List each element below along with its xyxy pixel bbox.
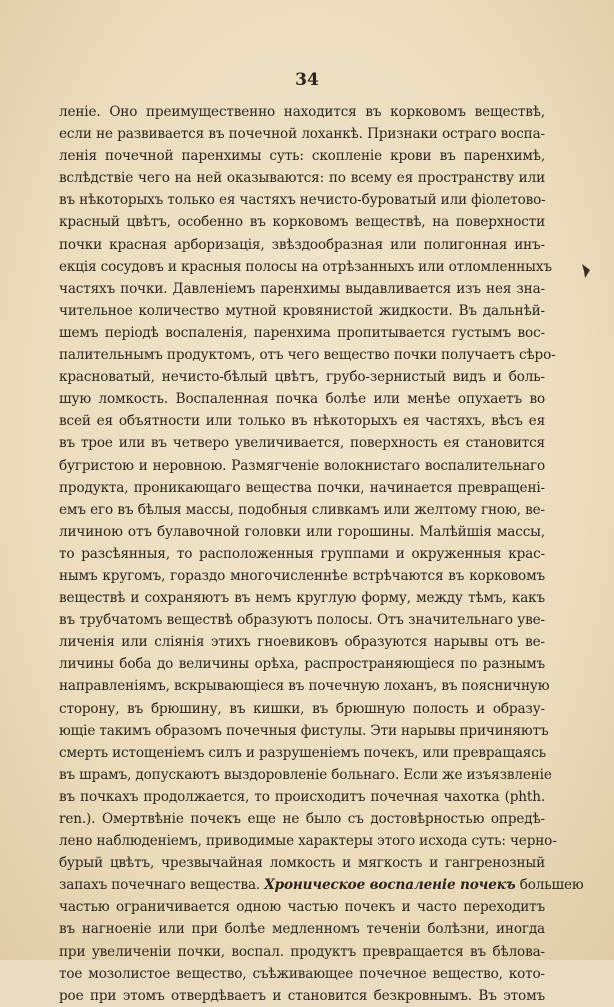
- text-line: шемъ періодѣ воспаленія, паренхима пропитывается густымъ вос-: [59, 324, 545, 341]
- text-line: красный цвѣтъ, особенно въ корковомъ веществѣ, на поверхности: [59, 214, 545, 231]
- text-line: леніе. Оно преимущественно находится въ корковомъ веществѣ,: [59, 104, 545, 120]
- page-number: 34: [295, 70, 319, 90]
- text-line: въ трубчатомъ веществѣ образуютъ полосы. Отъ значительнаго уве-: [59, 612, 545, 629]
- text-line: нымъ кругомъ, гораздо многочисленнѣе встрѣчаются въ корковомъ: [59, 567, 545, 584]
- text-line: ren.). Омертвѣніе почекъ еще не было съ достовѣрностью опредѣ-: [59, 811, 545, 827]
- text-line: емъ его въ бѣлыя массы, подобныя сливкамъ или желтому гною, ве-: [59, 501, 545, 518]
- text-line: то разсѣянныя, то расположенныя группами и окруженныя крас-: [59, 545, 545, 562]
- text-line: въ нѣкоторыхъ только ея частяхъ нечисто-буроватый или фіолетово-: [59, 192, 546, 209]
- text-line: чительное количество мутной кровянистой жидкости. Въ дальнѣй-: [59, 302, 545, 319]
- text-line: въ шрамъ, допускаютъ выздоровленіе больнаго. Если же изъязвленіе: [59, 766, 552, 783]
- text-line: въ нагноеніе или при болѣе медленномъ теченіи болѣзни, иногда: [59, 921, 545, 938]
- text-line: тое мозолистое вещество, съѣживающее почечное вещество, кото-: [59, 965, 545, 982]
- text-line: лено наблюденіемъ, приводимые характеры этого исхода суть: черно-: [59, 833, 557, 850]
- text-line: частью ограничивается одною частью почекъ и часто переходитъ: [59, 899, 545, 916]
- text-line: вслѣдствіе чего на ней оказываются: по всему ея пространству или: [59, 170, 545, 187]
- text-line: въ трое или въ четверо увеличивается, поверхность ея становится: [59, 435, 545, 452]
- text-line: веществѣ и сохраняютъ въ немъ круглую форму, между тѣмъ, какъ: [59, 590, 545, 607]
- text-line: ленія почечной паренхимы суть: скопленіе крови въ паренхимѣ,: [59, 148, 545, 165]
- text-segment: запахъ почечнаго вещества.: [59, 877, 261, 894]
- text-line: личиною отъ булавочной головки или горошины. Малѣйшія массы,: [59, 523, 545, 540]
- text-line: направленіямъ, вскрывающіеся въ почечную лоханъ, въ поясничную: [59, 678, 550, 695]
- text-line-mixed: [59, 874, 584, 896]
- italic-heading: Хроническое воспаленіе почекъ: [264, 877, 516, 894]
- text-line: рое при этомъ отвердѣваетъ и становится безкровнымъ. Въ этомъ: [59, 987, 545, 1004]
- text-line: если не развивается въ почечной лоханкѣ. Признаки остраго воспа-: [59, 126, 545, 143]
- text-line: личины боба до величины орѣха, распространяющіеся по разнымъ: [59, 656, 545, 673]
- text-line: продукта, проникающаго вещества почки, начинается превращені-: [59, 479, 545, 496]
- text-line: ющіе такимъ образомъ почечныя фистулы. Эти нарывы причиняютъ: [59, 722, 549, 739]
- text-line: частяхъ почки. Давленіемъ паренхимы выдавливается изъ нея зна-: [59, 280, 545, 297]
- text-line: бурый цвѣтъ, чрезвычайная ломкость и мягкость и гангренозный: [59, 855, 545, 872]
- text-line: сторону, въ брюшину, въ кишки, въ брюшную полость и образу-: [59, 700, 545, 717]
- text-line: палительнымъ продуктомъ, отъ чего вещество почки получаетъ сѣро-: [59, 347, 556, 364]
- text-line: красноватый, нечисто-бѣлый цвѣтъ, грубо-зернистый видъ и боль-: [59, 369, 545, 386]
- text-segment: большею: [519, 877, 584, 894]
- margin-mark-icon: [580, 262, 592, 280]
- text-line: екція сосудовъ и красныя полосы на отрѣзанныхъ или отломленныхъ: [59, 258, 552, 275]
- text-line: бугристою и неровною. Размягченіе волокнистаго воспалительнаго: [59, 457, 545, 474]
- text-line: почки красная арборизація, звѣздообразная или полигонная инъ-: [59, 236, 545, 253]
- text-line: шую ломкость. Воспаленная почка болѣе или менѣе опухаетъ во: [59, 391, 545, 408]
- text-line: личенія или сліянія этихъ гноевиковъ образуются нарывы отъ ве-: [59, 634, 545, 651]
- text-line: всей ея объятности или только въ нѣкоторыхъ ея частяхъ, вѣсъ ея: [59, 413, 545, 430]
- text-line: въ почкахъ продолжается, то происходитъ почечная чахотка (phth.: [59, 788, 545, 805]
- text-line: при увеличеніи почки, воспал. продуктъ превращается въ бѣлова-: [59, 943, 545, 960]
- text-line: смерть истощеніемъ силъ и разрушеніемъ почекъ, или превращаясь: [59, 744, 546, 761]
- body-text: [59, 101, 584, 1007]
